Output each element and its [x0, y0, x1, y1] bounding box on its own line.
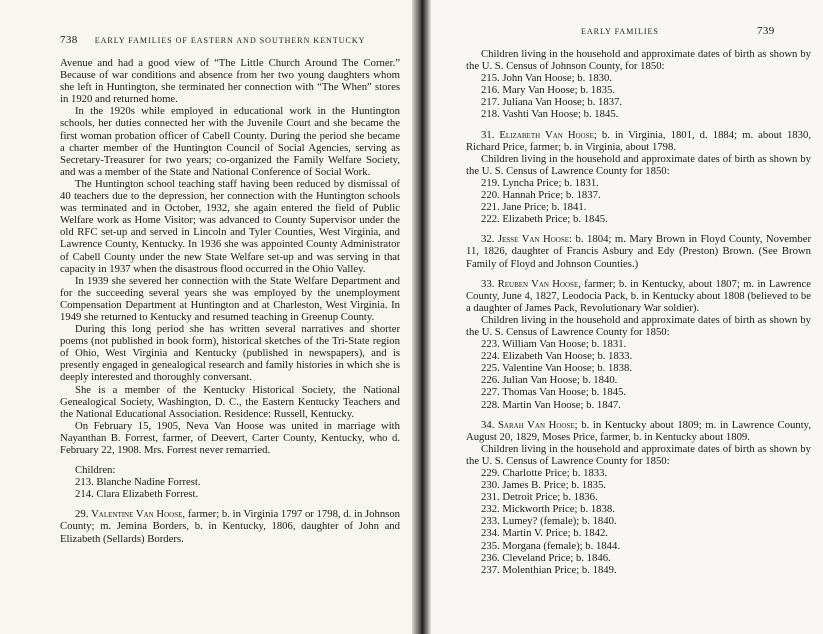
list-item: 236. Cleveland Price; b. 1846. [481, 551, 611, 564]
entry-name: Jesse Van Hoose: [497, 233, 572, 246]
entry-33 [466, 278, 811, 314]
right-header-title [581, 26, 659, 37]
entry-number: 31. [481, 128, 495, 141]
entry-text: b. in Virginia, 1801, d. 1884; m. about 1830, Richard Price, farmer; b. in Virginia, about 1798. [466, 128, 811, 153]
children-list [466, 72, 811, 120]
list-item: 230. James B. Price; b. 1835. [481, 479, 606, 492]
list-item: 226. Julian Van Hoose; b. 1840. [481, 374, 618, 387]
census-note: Children living in the household and approximate dates of birth as shown by the U. S. Census of Lawrence County for 1850: [466, 152, 811, 177]
entry-34 [466, 419, 811, 443]
list-item: 219. Lyncha Price; b. 1831. [481, 176, 599, 189]
children-list [466, 177, 811, 225]
entry-number: 33. [481, 277, 495, 290]
left-running-head [60, 34, 365, 46]
list-item: 231. Detroit Price; b. 1836. [481, 491, 598, 504]
paragraph: The Huntington school teaching staff having been reduced by dismissal of 40 teachers due to the depression, her connection with the Huntington schools was terminated and in October, 1932, she again entered the field of Public Welfare work as Home Visitor; was advanced to County Supervisor under the old RFC set-up and served in Lincoln and Tyler Counties, West Virginia, and Lawrence County, Kentucky. In 1936 she was appointed County Administrator of Cabell County under the new State Welfare set-up and was serving in that capacity in 1937 when the disastrous flood occurred in the Ohio Valley. [60, 177, 400, 275]
entry-number: 32. [481, 233, 495, 246]
census-note: Children living in the household and approximate dates of birth as shown by the U. S. Census of Lawrence County for 1850: [466, 442, 811, 467]
list-item: 229. Charlotte Price; b. 1833. [481, 467, 608, 479]
list-item: 235. Morgana (female); b. 1844. [481, 539, 620, 552]
list-item: 213. Blanche Nadine Forrest. [75, 476, 201, 489]
list-item: 223. William Van Hoose; b. 1831. [481, 338, 627, 351]
list-item: 216. Mary Van Hoose; b. 1835. [481, 84, 615, 97]
entry-name: Reuben Van Hoose, [497, 277, 581, 290]
entry-text: b. 1804; m. Mary Brown in Floyd County, November 11, 1826, daughter of Francis Asbury and Edy (Preston) Brown. (See Brown Family of Floyd and Johnson Counties.) [466, 233, 811, 270]
list-item: 224. Elizabeth Van Hoose; b. 1833. [481, 350, 633, 363]
entry-32 [466, 233, 811, 269]
entry-number: 34. [481, 418, 495, 431]
paragraph: In the 1920s while employed in educational work in the Huntington schools, her duties connected her with the Juvenile Court and she became the first woman probation officer of Cabell County. During the period she became a charter member of the Huntington Council of Social Agencies, serving as Secretary-Treasurer for two years; co-organized the Family Welfare Society, and was a member of the State and National Conference of Social Work. [60, 105, 400, 178]
entry-number: 29. [75, 508, 89, 521]
children-list [466, 338, 811, 411]
entry-name: Sarah Van Hoose; [497, 418, 578, 431]
children-list [466, 467, 811, 576]
list-item: 227. Thomas Van Hoose; b. 1845. [481, 386, 627, 399]
list-item: 232. Mickworth Price; b. 1838. [481, 503, 615, 516]
children-list [60, 476, 400, 500]
right-text-column [466, 48, 811, 576]
left-text-column [60, 57, 400, 545]
list-item: 237. Molenthian Price; b. 1849. [481, 563, 617, 576]
right-page-number: 739 [757, 25, 775, 37]
list-item: 228. Martin Van Hoose; b. 1847. [481, 398, 621, 411]
census-note: Children living in the household and approximate dates of birth as shown by the U. S. Census of Johnson County, for 1850: [466, 48, 811, 73]
list-item: 214. Clara Elizabeth Forrest. [75, 488, 199, 501]
entry-text: b. in Kentucky about 1809; m. in Lawrence County, August 20, 1829, Moses Price, farmer, b. in Kentucky about 1809. [466, 418, 812, 443]
entry-31 [466, 129, 811, 153]
list-item: 221. Jane Price; b. 1841. [481, 201, 587, 214]
right-running-head: EARLY FAMILIES [581, 27, 659, 36]
list-item: 234. Martin V. Price; b. 1842. [481, 527, 608, 540]
list-item: 222. Elizabeth Price; b. 1845. [481, 213, 608, 226]
list-item: 225. Valentine Van Hoose; b. 1838. [481, 362, 632, 375]
entry-29 [60, 508, 400, 544]
entry-text: farmer; b. in Virginia 1797 or 1798, d. in Johnson County; m. Jemina Borders, b. in Kentucky, 1806, daughter of John and Elizabeth (Sellards) Borders. [60, 508, 401, 545]
entry-text: farmer; b. in Kentucky, about 1807; m. in Lawrence County, June 4, 1827, Leodocia Pack, b. in Kentucky about 1808 (believed to be a daughter of James Pack, Revolutionary War soldier). [466, 277, 812, 314]
left-header-title: EARLY FAMILIES OF EASTERN AND SOUTHERN KENTUCKY [94, 36, 366, 45]
paragraph: On February 15, 1905, Neva Van Hoose was united in marriage with Nayanthan B. Forrest, farmer, of Deevert, Carter County, Kentucky, who d. February 22, 1908. Mrs. Forrest never remarried. [60, 419, 400, 456]
children-heading: Children: [75, 464, 116, 477]
paragraph: During this long period she has written several narratives and shorter poems (not published in book form), historical sketches of the Tri-State region of Ohio, West Virginia and Kentucky (published in newspapers), and is presently engaged in genealogical research and family histories in which she is deeply interested and thoroughly conversant. [60, 323, 400, 384]
paragraph: She is a member of the Kentucky Historical Society, the National Genealogical Society, Washington, D. C., the Eastern Kentucky Teachers and the National Educational Association. Residence: Russell, Kentucky. [60, 383, 400, 420]
list-item: 233. Lumey? (female); b. 1840. [481, 515, 617, 528]
left-page-number: 738 [60, 34, 78, 46]
list-item: 218. Vashti Van Hoose; b. 1845. [481, 108, 619, 121]
right-page [431, 0, 823, 634]
census-note: Children living in the household and approximate dates of birth as shown by the U. S. Census of Lawrence County for 1850: [466, 313, 811, 338]
entry-name: Valentine Van Hoose, [91, 508, 186, 521]
entry-name: Elizabeth Van Hoose; [499, 128, 597, 141]
paragraph: In 1939 she severed her connection with the State Welfare Department and for the succeeding several years she was employed by the unemployment Compensation Department at Huntington and at Charleston, West Virginia. In 1949 she returned to Kentucky and resumed teaching in Greenup County. [60, 274, 400, 323]
list-item: 220. Hannah Price; b. 1837. [481, 189, 601, 202]
right-page-number-wrap [757, 25, 775, 37]
book-gutter [412, 0, 431, 634]
paragraph: Avenue and had a good view of “The Little Church Around The Corner.” Because of war conditions and absence from her two young daughters whom she left in Huntington, she terminated her connection with “The When” stores in 1920 and returned home. [60, 57, 400, 106]
list-item: 215. John Van Hoose; b. 1830. [481, 72, 613, 85]
list-item: 217. Juliana Van Hoose; b. 1837. [481, 96, 623, 109]
